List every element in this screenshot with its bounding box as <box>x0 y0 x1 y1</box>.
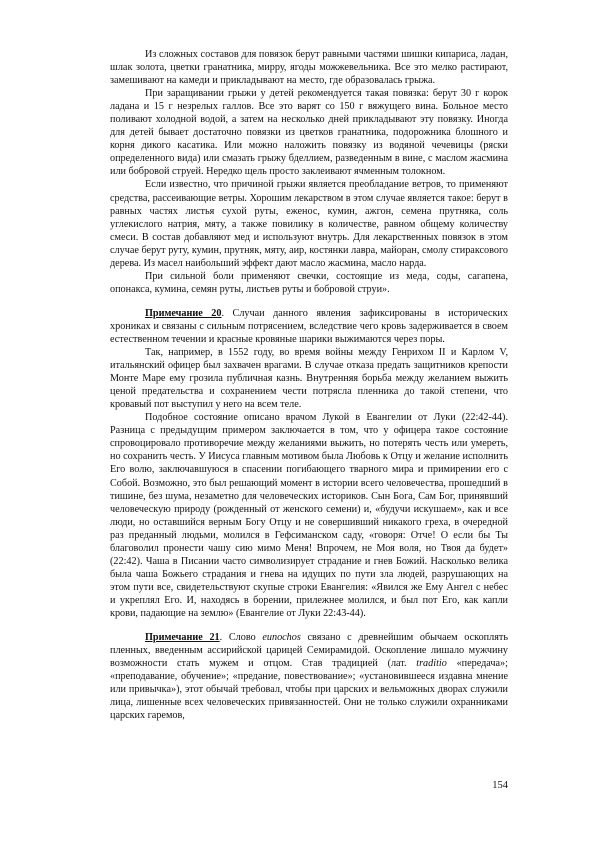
paragraph: Если известно, что причиной грыжи является преобладание ветров, то применяют средства, рассеивающие ветры. Хорошим лекарством в этом случае является такое: берут в равных частях листья сухой руты, еженос, кумин, ажгон, семена прутняка, соль углекислого натрия, мяту, а также повилику в количестве, равном общему количеству смеси. В состав добавляют мед и используют внутрь. Для лекарственных повязок в этом случае берут руту, кумин, прутняк, мяту, аир, костянки лавра, майоран, смолу стираксового дерева. Из масел наибольший эффект дают масло жасмина, масло нарда. <box>110 179 508 269</box>
page-body <box>110 48 508 722</box>
note-21-paragraph <box>110 631 508 722</box>
note-20-text: . Случаи данного явления зафиксированы в исторических хрониках и связаны с сильным потрясением, вследствие чего кровь задерживается в своем естественном течении и красные кровяные шарики выжимаются через поры. <box>110 307 508 345</box>
note-21-text: «передача»; «преподавание, обучение»; «предание, повествование»; «установившееся издавна мнение или привычка»), этот обычай требовал, чтобы при царских и вельможных дворах служили лица, лишенные всех человеческих привязанностей. Они не только служили охранниками царских гаремов, <box>110 658 508 722</box>
paragraph: Из сложных составов для повязок берут равными частями шишки кипариса, ладан, шлак золота, цветки гранатника, мирру, ягоды можжевельника. Все это мелко растирают, замешивают на камеди и прикладывают на место, где образовалась грыжа. <box>110 49 508 87</box>
paragraph: Так, например, в 1552 году, во время войны между Генрихом II и Карлом V, итальянский офицер был захвачен врагами. В случае отказа предать защитников крепости Монте Маре ему грозила публичная казнь. Внутренняя борьба между желанием выжить ценой предательства и сохранением чести потрясла пленника до такой степени, что кровавый пот выступил у него на всем теле. <box>110 347 508 411</box>
note-21-text: . Слово <box>219 632 263 644</box>
paragraph: При сильной боли применяют свечки, состоящие из меда, соды, сагапена, опонакса, кумина, семян руты, листьев руты и бобровой струи». <box>110 270 508 295</box>
note-21-label: Примечание 21 <box>145 632 220 644</box>
note-20-label: Примечание 20 <box>145 307 222 319</box>
latin-term: eunochos <box>262 632 301 644</box>
latin-term: traditio <box>416 658 447 670</box>
page-number: 154 <box>492 780 508 791</box>
note-21-text: связано с древнейшим обычаем оскоплять пленных, введенным ассирийской царицей Семирамидой. Оскопление лишало мужчину возможности стать мужем и отцом. Став традицией (лат. <box>110 632 508 670</box>
note-20-paragraph <box>110 307 508 346</box>
paragraph: При заращивании грыжи у детей рекомендуется такая повязка: берут 30 г корок ладана и 15 г незрелых галлов. Все это варят со 150 г вяжущего вина. Больное место поливают холодной водой, а затем на несколько дней прикладывают эту повязку. Иногда для детей бывает достаточно повязки из цветков гранатника, подорожника блошного и корня дикого касатика. Или можно наложить повязку из водяной чечевицы (ряски определенного вида) или смазать грыжу бделлием, разведенным в вине, с маслом жасмина или бобровой струей. Нередко щель просто заклеивают ячменным толокном. <box>110 88 508 178</box>
paragraph: Подобное состояние описано врачом Лукой в Евангелии от Луки (22:42-44). Разница с предыдущим примером заключается в том, что у офицера такое состояние спровоцировало противоречие между желаниями выжить, но потерять честь или умереть, но сохранить честь. У Иисуса главным мотивом была Любовь к Отцу и желание исполнить Его волю, заключавшуюся в спасении погибающего тварного мира и примирении его с Собой. Возможно, это был решающий момент в истории всего человечества, прошедший в тишине, без шума, незаметно для человеческих историков. Сын Бога, Сам Бог, принявший человеческую природу (рожденный от женского семени) и, «будучи искушаем», как и все люди, но оставшийся верным Богу Отцу и не совершивший никакого греха, в очередной раз преданный людьми, молился в Гефсиманском саду, «говоря: Отче! О если бы Ты благоволил пронести чашу сию мимо Меня! Впрочем, не Моя воля, но Твоя да будет» (22:42). Чаша в Писании часто символизирует страдание и гнев Божий. Насколько велика была чаша Божьего страдания и гнева на идущих по пути зла людей, разрушающих на этом пути все, свидетельствуют скупые строки Евангелия: «Явился же Ему Ангел с небес и укреплял Его. И, находясь в борении, прилежнее молился, и был пот Его, как капли крови, падающие на землю» (Евангелие от Луки 22:43-44). <box>110 412 508 619</box>
